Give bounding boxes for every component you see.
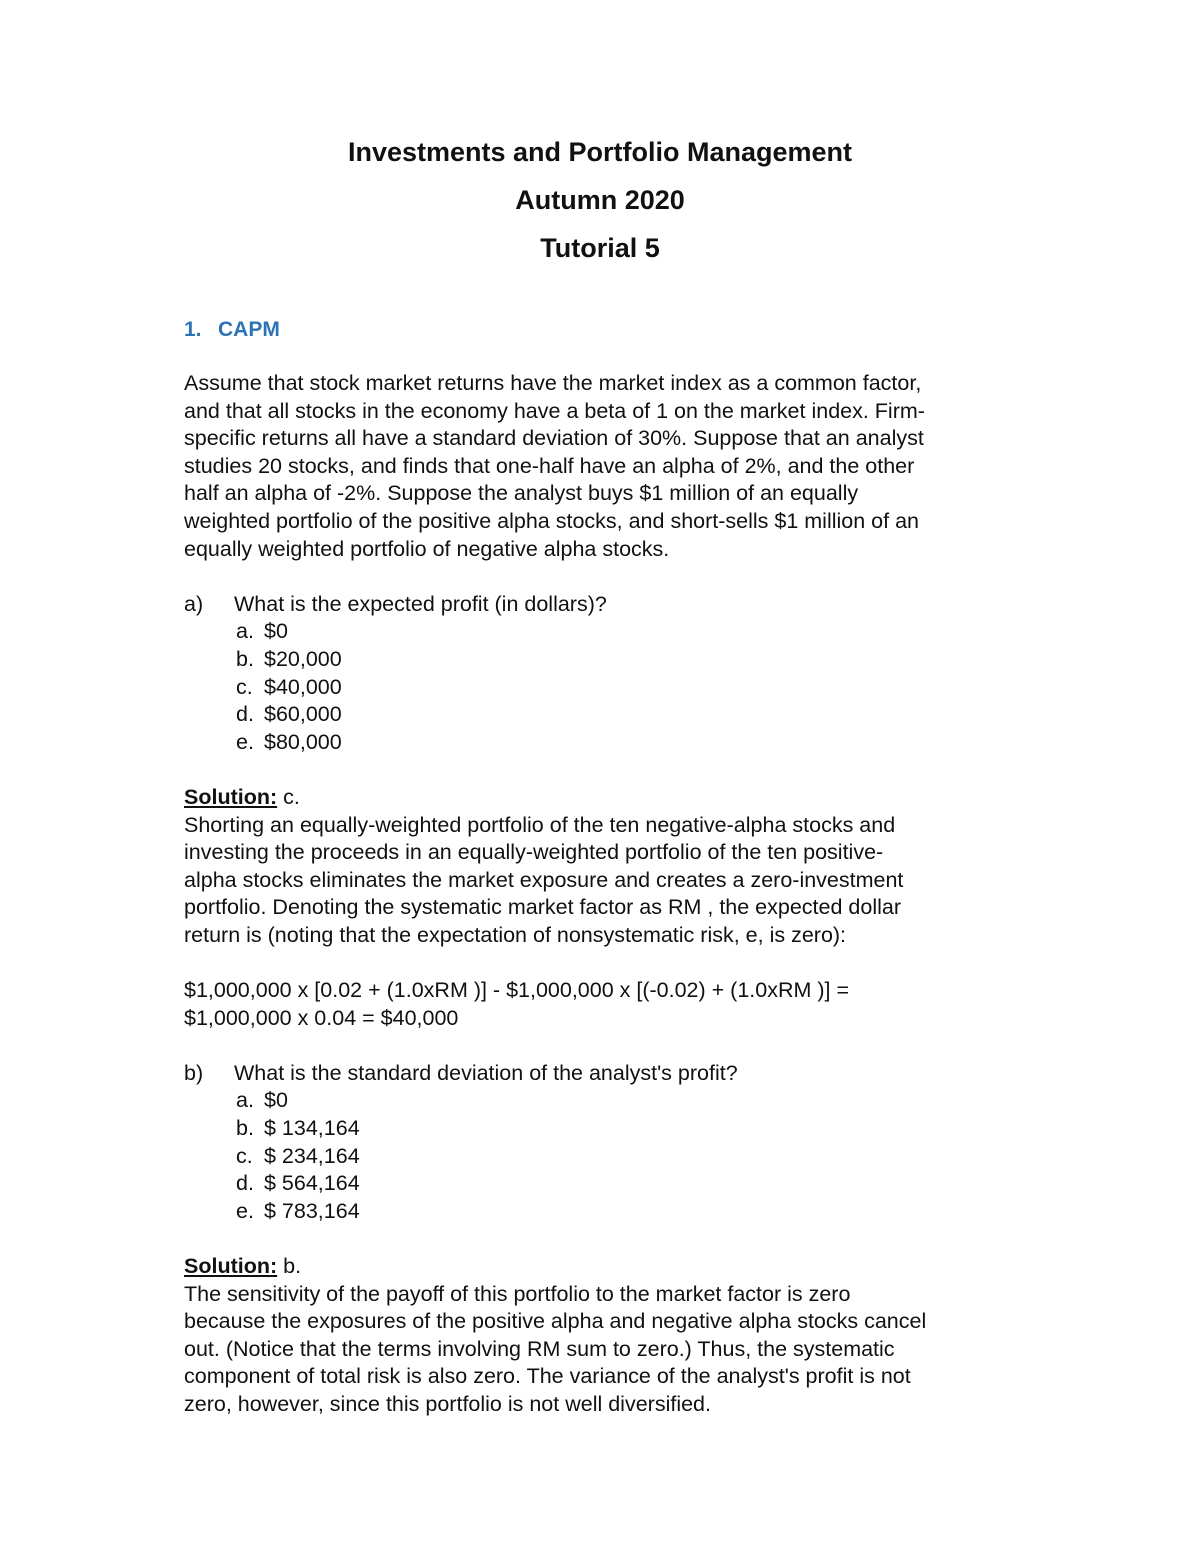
option-value: $0 bbox=[264, 1088, 288, 1113]
option-row bbox=[236, 1170, 1034, 1198]
tutorial-title: Tutorial 5 bbox=[540, 233, 660, 263]
option-value: $80,000 bbox=[264, 729, 342, 754]
problem-line: Assume that stock market returns have the market index as a common factor, bbox=[184, 371, 922, 395]
option-value: $ 234,164 bbox=[264, 1143, 360, 1168]
question-b-options bbox=[236, 1087, 1034, 1225]
solution-heading bbox=[184, 784, 1034, 812]
question-b bbox=[184, 1060, 1034, 1088]
option-letter: a. bbox=[236, 1088, 254, 1113]
term-title: Autumn 2020 bbox=[515, 185, 685, 215]
section-heading bbox=[184, 314, 1034, 346]
solution-a bbox=[184, 784, 1034, 950]
solution-line: portfolio. Denoting the systematic market factor as RM , the expected dollar bbox=[184, 895, 901, 920]
problem-line: studies 20 stocks, and finds that one-half have an alpha of 2%, and the other bbox=[184, 453, 915, 478]
option-value: $ 783,164 bbox=[264, 1198, 360, 1223]
question-letter: a) bbox=[184, 591, 204, 616]
solution-line: return is (noting that the expectation of nonsystematic risk, e, is zero): bbox=[184, 922, 847, 947]
solution-b bbox=[184, 1253, 1034, 1419]
question-text: What is the expected profit (in dollars)? bbox=[234, 591, 607, 616]
formula-line: $1,000,000 x [0.02 + (1.0xRM )] - $1,000,000 x [(-0.02) + (1.0xRM )] = bbox=[184, 978, 850, 1003]
option-row bbox=[236, 1143, 1034, 1171]
problem-statement bbox=[184, 370, 1034, 563]
option-value: $0 bbox=[264, 619, 288, 644]
option-value: $ 564,164 bbox=[264, 1171, 360, 1196]
title-block bbox=[0, 128, 1200, 272]
option-letter: c. bbox=[236, 1143, 253, 1168]
problem-line: half an alpha of -2%. Suppose the analyst buys $1 million of an equally bbox=[184, 481, 859, 506]
option-row bbox=[236, 729, 1034, 757]
solution-heading bbox=[184, 1253, 1034, 1281]
question-a bbox=[184, 591, 1034, 619]
solution-answer: c. bbox=[277, 784, 300, 809]
option-row bbox=[236, 1198, 1034, 1226]
solution-line: out. (Notice that the terms involving RM sum to zero.) Thus, the systematic bbox=[184, 1336, 895, 1361]
option-row bbox=[236, 646, 1034, 674]
option-value: $60,000 bbox=[264, 702, 342, 727]
formula-line: $1,000,000 x 0.04 = $40,000 bbox=[184, 1005, 459, 1030]
option-row bbox=[236, 674, 1034, 702]
question-letter: b) bbox=[184, 1060, 204, 1085]
question-text: What is the standard deviation of the analyst's profit? bbox=[234, 1060, 738, 1085]
solution-line: alpha stocks eliminates the market exposure and creates a zero-investment bbox=[184, 867, 904, 892]
question-a-options bbox=[236, 618, 1034, 756]
option-value: $ 134,164 bbox=[264, 1116, 360, 1141]
section-title: CAPM bbox=[218, 318, 280, 341]
option-letter: a. bbox=[236, 619, 254, 644]
problem-line: weighted portfolio of the positive alpha stocks, and short-sells $1 million of an bbox=[184, 508, 919, 533]
solution-answer: b. bbox=[277, 1254, 302, 1278]
option-letter: e. bbox=[236, 1198, 254, 1223]
option-value: $40,000 bbox=[264, 674, 342, 699]
option-letter: b. bbox=[236, 1116, 254, 1141]
option-row bbox=[236, 701, 1034, 729]
solution-label: Solution: bbox=[184, 784, 278, 809]
solution-line: component of total risk is also zero. The variance of the analyst's profit is not bbox=[184, 1364, 911, 1389]
document-body bbox=[184, 314, 1034, 1419]
solution-line: The sensitivity of the payoff of this portfolio to the market factor is zero bbox=[184, 1281, 851, 1306]
problem-line: equally weighted portfolio of negative alpha stocks. bbox=[184, 536, 670, 561]
option-value: $20,000 bbox=[264, 646, 342, 671]
option-letter: c. bbox=[236, 674, 253, 699]
option-row bbox=[236, 1087, 1034, 1115]
solution-line: Shorting an equally-weighted portfolio of the ten negative-alpha stocks and bbox=[184, 812, 896, 837]
solution-line: zero, however, since this portfolio is not well diversified. bbox=[184, 1391, 711, 1416]
solution-line: investing the proceeds in an equally-weighted portfolio of the ten positive- bbox=[184, 840, 884, 865]
section-number: 1. bbox=[184, 318, 202, 341]
option-letter: b. bbox=[236, 646, 254, 671]
option-letter: d. bbox=[236, 1171, 254, 1196]
option-letter: d. bbox=[236, 702, 254, 727]
option-letter: e. bbox=[236, 729, 254, 754]
course-title: Investments and Portfolio Management bbox=[347, 137, 853, 167]
problem-line: specific returns all have a standard deviation of 30%. Suppose that an analyst bbox=[184, 426, 924, 451]
formula-block bbox=[184, 977, 1034, 1032]
option-row bbox=[236, 618, 1034, 646]
problem-line: and that all stocks in the economy have a beta of 1 on the market index. Firm- bbox=[184, 398, 925, 423]
option-row bbox=[236, 1115, 1034, 1143]
solution-line: because the exposures of the positive alpha and negative alpha stocks cancel bbox=[184, 1309, 927, 1334]
solution-label: Solution: bbox=[184, 1254, 278, 1278]
